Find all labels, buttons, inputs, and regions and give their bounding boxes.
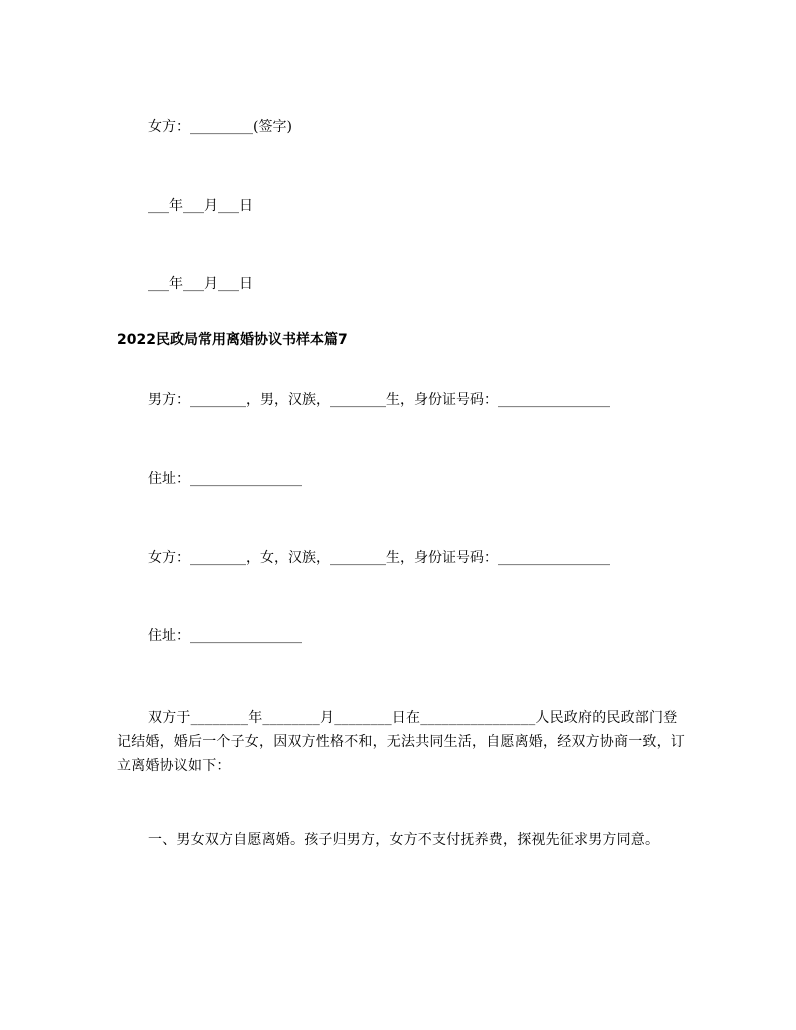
clause-paragraph: 一、男女双方自愿离婚。孩子归男方，女方不支付抚养费，探视先征求男方同意。 [148, 832, 660, 848]
female-info-line: 女方：________，女，汉族，________生，身份证号码：________________ [148, 550, 610, 566]
date-line: ___年___月___日 [148, 276, 253, 292]
date-line: ___年___月___日 [148, 198, 253, 214]
male-info-line: 男方：________，男，汉族，________生，身份证号码：________________ [148, 392, 610, 408]
intro-paragraph: 双方于________年________月________日在________________人民政府的民政部门登记结婚，婚后一个子女，因双方性格不和，无法共同生活，自愿离婚，经双方协商一致，订立离婚协议如下： [117, 710, 685, 774]
section-heading: 2022民政局常用离婚协议书样本篇7 [117, 332, 348, 348]
female-signature-line: 女方：_________(签字) [148, 119, 292, 135]
female-address-line: 住址：________________ [148, 628, 302, 644]
male-address-line: 住址：________________ [148, 471, 302, 487]
